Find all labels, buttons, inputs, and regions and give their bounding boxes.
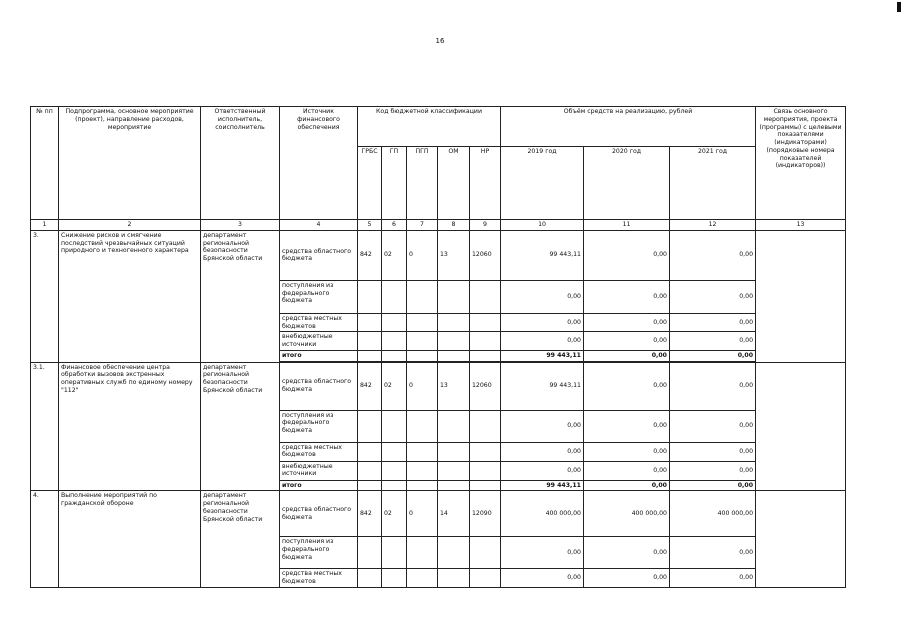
amount-2021: 0,00 <box>670 442 756 461</box>
source-label: итого <box>280 480 358 491</box>
indicator-link <box>756 362 846 491</box>
column-number: 10 <box>501 220 584 231</box>
program-name: Финансовое обеспечение центра обработки вызовов экстренных оперативных служб по единому номеру "112" <box>59 362 201 491</box>
row-number: 3. <box>31 230 59 362</box>
source-label: средства местных бюджетов <box>280 569 358 588</box>
code-np: 12060 <box>470 230 501 280</box>
row-number: 3.1. <box>31 362 59 491</box>
header-gp: ГП <box>382 147 407 220</box>
header-source: Источник финансового обеспечения <box>280 107 358 220</box>
amount-2021: 0,00 <box>670 410 756 442</box>
source-label: поступления из федерального бюджета <box>280 537 358 569</box>
amount-2020: 0,00 <box>584 313 670 332</box>
indicator-link <box>756 491 846 588</box>
amount-2020: 0,00 <box>584 362 670 410</box>
amount-2019: 99 443,11 <box>501 230 584 280</box>
code-om: 13 <box>438 362 470 410</box>
row-number: 4. <box>31 491 59 588</box>
column-number: 3 <box>201 220 280 231</box>
amount-2019: 0,00 <box>501 280 584 313</box>
amount-2021: 0,00 <box>670 362 756 410</box>
header-2019: 2019 год <box>501 147 584 220</box>
header-np: НР <box>470 147 501 220</box>
total-2020: 0,00 <box>584 350 670 361</box>
amount-2019: 0,00 <box>501 461 584 480</box>
header-link: Связь основного мероприятия, проекта (программы) с целевыми показателями (индикаторами) (порядковые номера показателей (индикаторов)) <box>756 107 846 220</box>
amount-2019: 99 443,11 <box>501 362 584 410</box>
column-number: 1 <box>31 220 59 231</box>
source-label: средства областного бюджета <box>280 362 358 410</box>
code-gp: 02 <box>382 491 407 537</box>
executor-name: департамент региональной безопасности Брянской области <box>201 362 280 491</box>
total-2021: 0,00 <box>670 480 756 491</box>
header-num: № пп <box>31 107 59 220</box>
header-budget-code: Код бюджетной классификации <box>358 107 501 147</box>
header-2020: 2020 год <box>584 147 670 220</box>
column-number: 6 <box>382 220 407 231</box>
column-number: 7 <box>407 220 438 231</box>
amount-2021: 0,00 <box>670 461 756 480</box>
column-number: 4 <box>280 220 358 231</box>
column-number: 5 <box>358 220 382 231</box>
code-grbs: 842 <box>358 491 382 537</box>
indicator-link <box>756 230 846 362</box>
code-np: 12060 <box>470 362 501 410</box>
column-number-row <box>31 220 846 231</box>
amount-2021: 0,00 <box>670 280 756 313</box>
code-gp: 02 <box>382 362 407 410</box>
amount-2019: 0,00 <box>501 537 584 569</box>
source-label: поступления из федерального бюджета <box>280 280 358 313</box>
code-pgp: 0 <box>407 362 438 410</box>
amount-2020: 0,00 <box>584 410 670 442</box>
header-pgp: ПГП <box>407 147 438 220</box>
amount-2021: 0,00 <box>670 569 756 588</box>
amount-2019: 0,00 <box>501 569 584 588</box>
source-label: средства местных бюджетов <box>280 442 358 461</box>
total-2021: 0,00 <box>670 350 756 361</box>
amount-2021: 0,00 <box>670 332 756 351</box>
total-2019: 99 443,11 <box>501 350 584 361</box>
source-label: внебюджетные источники <box>280 461 358 480</box>
table-row <box>31 491 846 537</box>
code-om: 14 <box>438 491 470 537</box>
amount-2020: 0,00 <box>584 442 670 461</box>
source-label: средства областного бюджета <box>280 230 358 280</box>
total-2019: 99 443,11 <box>501 480 584 491</box>
code-np: 12090 <box>470 491 501 537</box>
amount-2020: 0,00 <box>584 569 670 588</box>
column-number: 12 <box>670 220 756 231</box>
code-grbs: 842 <box>358 362 382 410</box>
amount-2020: 0,00 <box>584 280 670 313</box>
table-row <box>31 362 846 410</box>
program-name: Выполнение мероприятий по гражданской обороне <box>59 491 201 588</box>
code-pgp: 0 <box>407 491 438 537</box>
source-label: средства местных бюджетов <box>280 313 358 332</box>
amount-2020: 0,00 <box>584 332 670 351</box>
total-2020: 0,00 <box>584 480 670 491</box>
budget-table <box>30 106 846 588</box>
amount-2020: 0,00 <box>584 230 670 280</box>
code-gp: 02 <box>382 230 407 280</box>
amount-2020: 0,00 <box>584 461 670 480</box>
source-label: средства областного бюджета <box>280 491 358 537</box>
header-2021: 2021 год <box>670 147 756 220</box>
amount-2020: 400 000,00 <box>584 491 670 537</box>
column-number: 9 <box>470 220 501 231</box>
amount-2020: 0,00 <box>584 537 670 569</box>
amount-2019: 0,00 <box>501 313 584 332</box>
amount-2021: 0,00 <box>670 230 756 280</box>
column-number: 13 <box>756 220 846 231</box>
source-label: внебюджетные источники <box>280 332 358 351</box>
header-program: Подпрограмма, основное мероприятие (проект), направление расходов, мероприятие <box>59 107 201 220</box>
table-row <box>31 230 846 280</box>
source-label: поступления из федерального бюджета <box>280 410 358 442</box>
amount-2019: 0,00 <box>501 410 584 442</box>
amount-2019: 400 000,00 <box>501 491 584 537</box>
program-name: Снижение рисков и смягчение последствий чрезвычайных ситуаций природного и техногенного характера <box>59 230 201 362</box>
column-number: 2 <box>59 220 201 231</box>
header-om: ОМ <box>438 147 470 220</box>
column-number: 11 <box>584 220 670 231</box>
header-volume: Объём средств на реализацию, рублей <box>501 107 756 147</box>
code-grbs: 842 <box>358 230 382 280</box>
amount-2019: 0,00 <box>501 332 584 351</box>
header-grbs: ГРБС <box>358 147 382 220</box>
amount-2021: 0,00 <box>670 313 756 332</box>
amount-2021: 0,00 <box>670 537 756 569</box>
page-number: 16 <box>435 37 445 45</box>
amount-2021: 400 000,00 <box>670 491 756 537</box>
code-pgp: 0 <box>407 230 438 280</box>
scan-mark <box>897 2 901 12</box>
column-number: 8 <box>438 220 470 231</box>
header-executor: Ответственный исполнитель, соисполнитель <box>201 107 280 220</box>
source-label: итого <box>280 350 358 361</box>
executor-name: департамент региональной безопасности Брянской области <box>201 230 280 362</box>
executor-name: департамент региональной безопасности Брянской области <box>201 491 280 588</box>
code-om: 13 <box>438 230 470 280</box>
amount-2019: 0,00 <box>501 442 584 461</box>
